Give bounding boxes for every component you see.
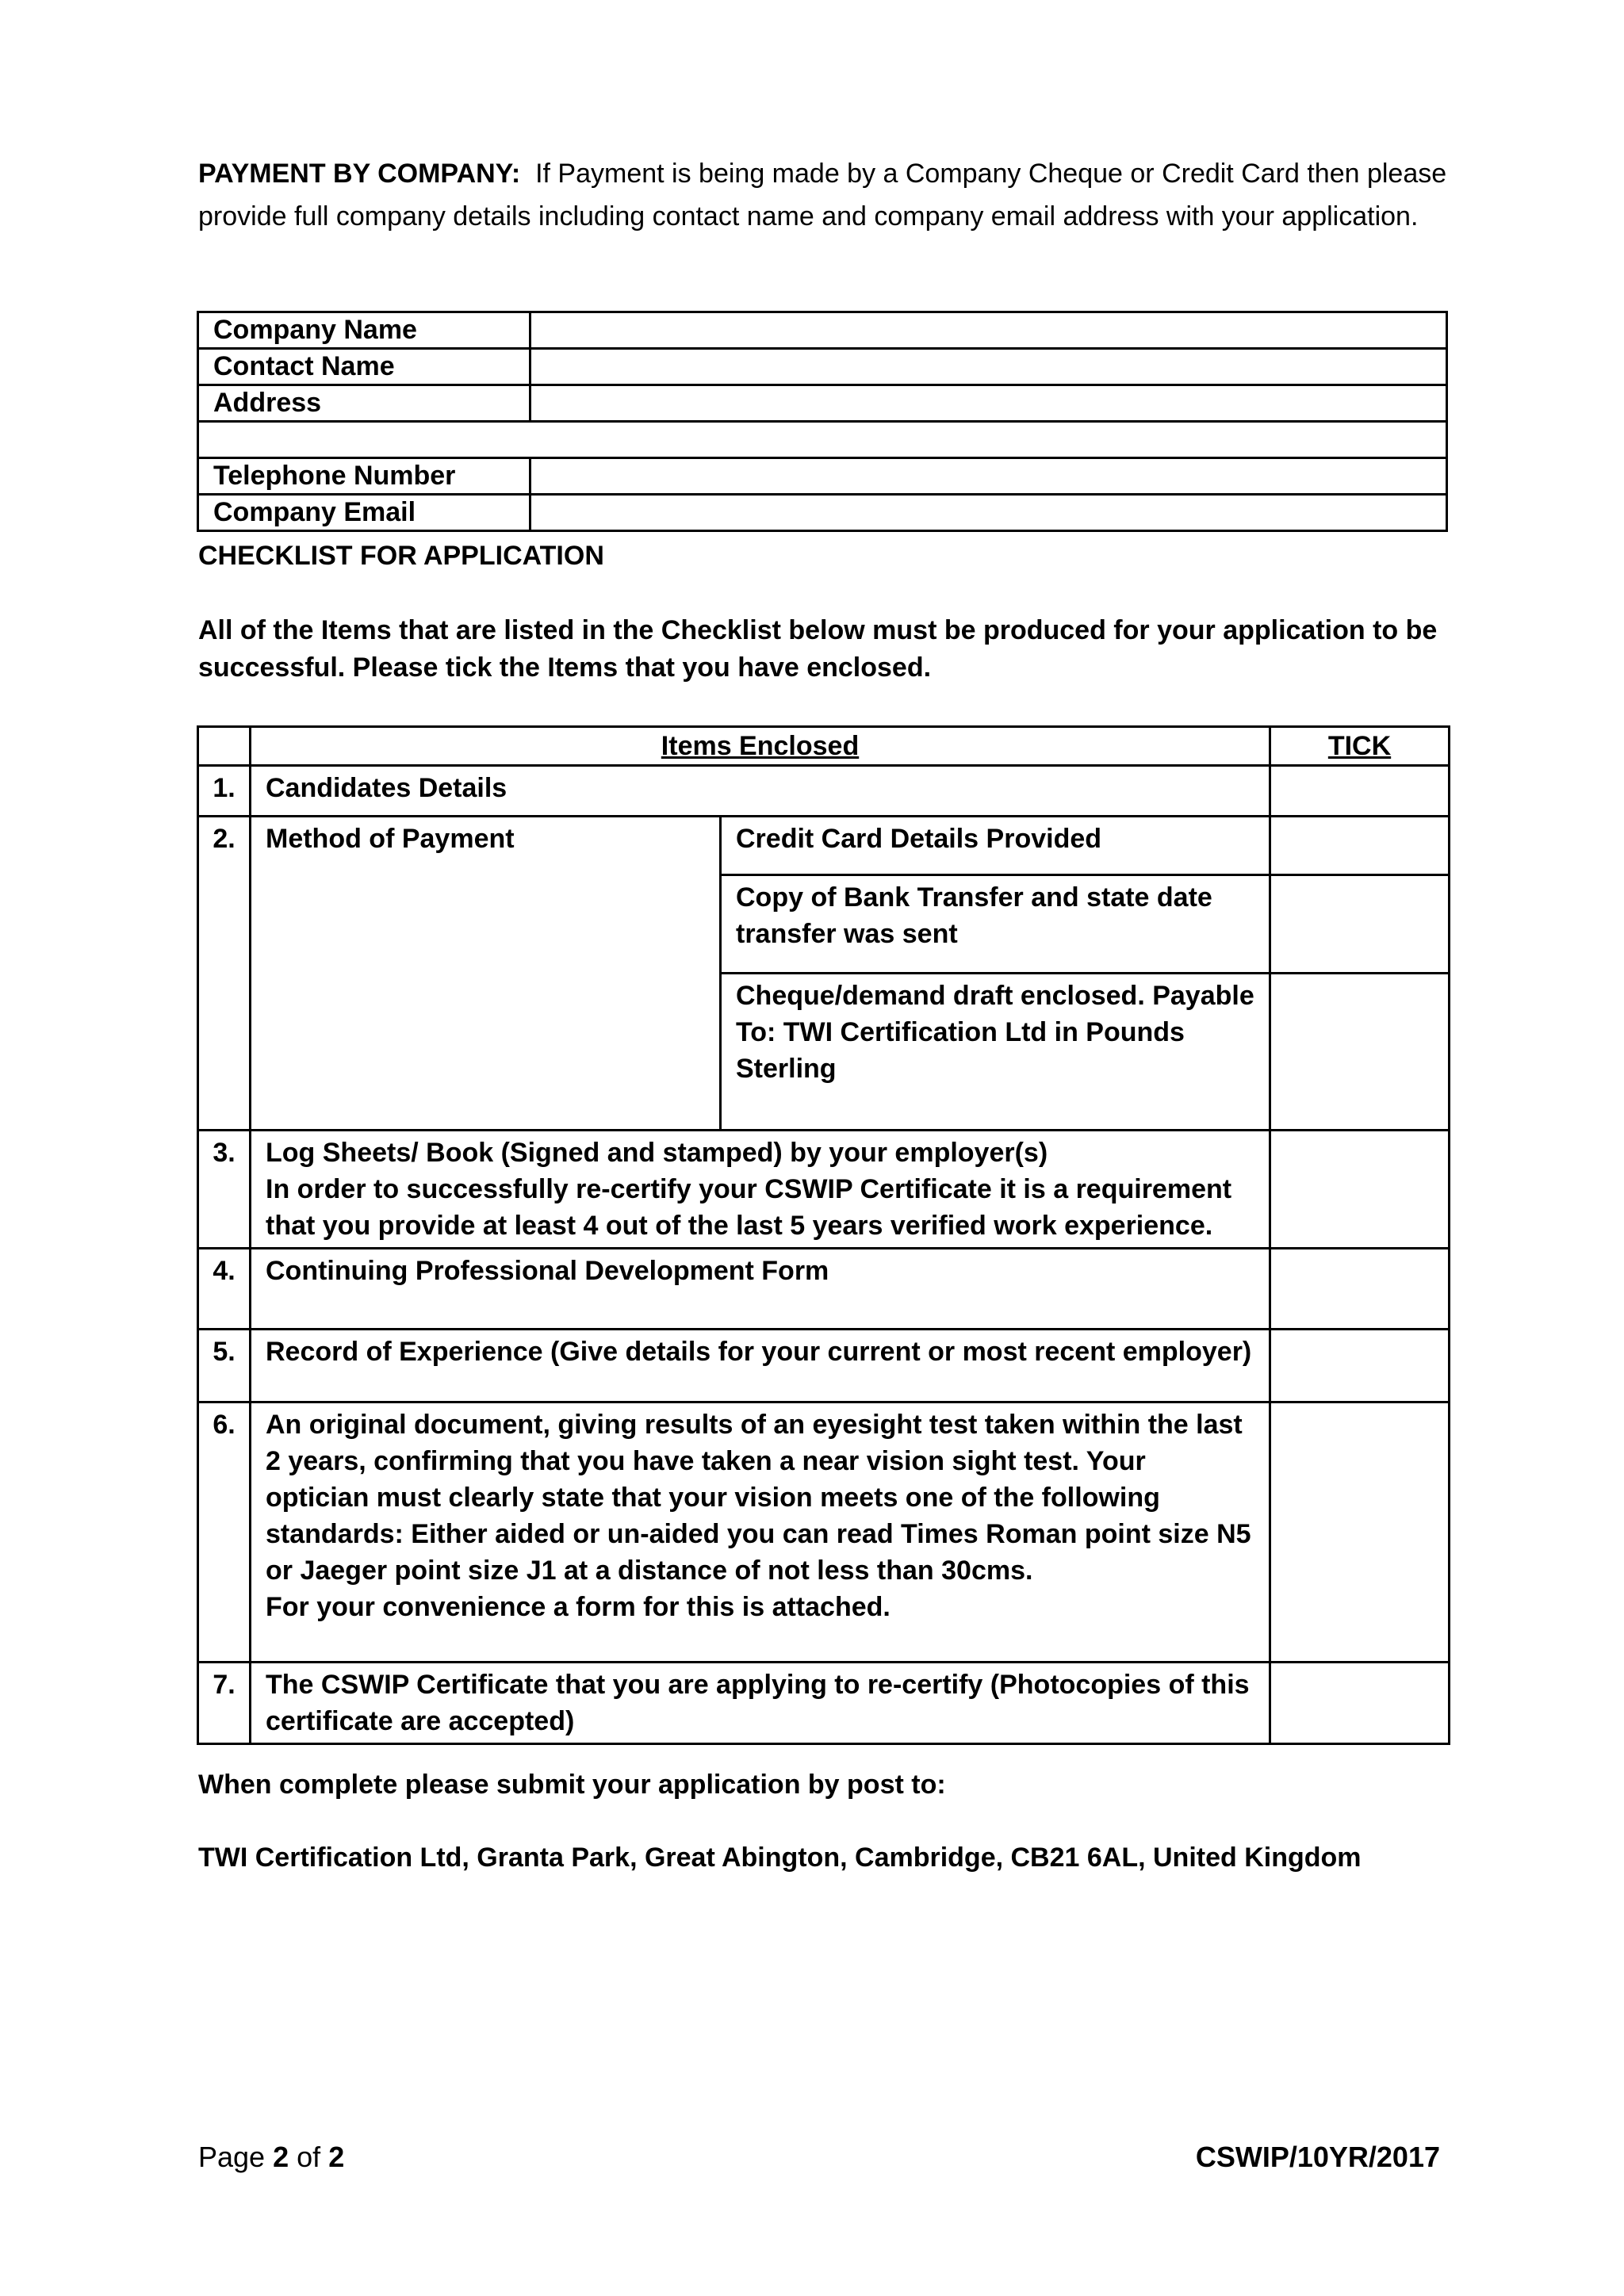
table-row bbox=[198, 1402, 1450, 1663]
checklist-description: All of the Items that are listed in the Checklist below must be produced for your application to be successful. Please tick the Items that you have enclosed. bbox=[198, 615, 1438, 683]
company-name-label: Company Name bbox=[198, 312, 530, 349]
item-number: 1. bbox=[198, 766, 251, 817]
item-number: 4. bbox=[198, 1249, 251, 1330]
item-number: 7. bbox=[198, 1663, 251, 1744]
checklist-table bbox=[197, 725, 1450, 1745]
log-sheets-requirement: In order to successfully re-certify your CSWIP Certificate it is a requirement that you provide at least 4 out of the last 5 years verified work experience. bbox=[266, 1174, 1232, 1241]
item-method-of-payment: Method of Payment bbox=[251, 817, 721, 1131]
page-word: Page bbox=[198, 2141, 266, 2173]
table-row bbox=[198, 458, 1447, 495]
tick-box-cheque[interactable] bbox=[1270, 974, 1450, 1131]
address-label: Address bbox=[198, 385, 530, 422]
of-word: of bbox=[297, 2141, 321, 2173]
item-cswip-certificate: The CSWIP Certificate that you are applying to re-certify (Photocopies of this certificate are accepted) bbox=[251, 1663, 1270, 1744]
eyesight-test-text: An original document, giving results of an eyesight test taken within the last 2 years, confirming that you have taken a near vision sight test. Your optician must clearly state that your vision meets one of the following standards: Either aided or un-aided you can read Times Roman point size N5 or Jaeger point size J1 at a distance of not less than 30cms. bbox=[266, 1410, 1251, 1586]
company-details-table bbox=[197, 311, 1448, 532]
table-header-row bbox=[198, 727, 1450, 766]
tick-box-item-1[interactable] bbox=[1270, 766, 1450, 817]
tick-box-item-6[interactable] bbox=[1270, 1402, 1450, 1663]
address-line-2-field[interactable] bbox=[198, 422, 1447, 458]
checklist-title: CHECKLIST FOR APPLICATION bbox=[198, 541, 604, 571]
payment-heading: PAYMENT BY COMPANY: bbox=[198, 159, 521, 189]
tick-box-item-5[interactable] bbox=[1270, 1330, 1450, 1402]
item-number: 5. bbox=[198, 1330, 251, 1402]
tick-box-item-3[interactable] bbox=[1270, 1131, 1450, 1249]
table-row bbox=[198, 817, 1450, 875]
contact-name-field[interactable] bbox=[530, 349, 1447, 385]
eyesight-form-note: For your convenience a form for this is attached. bbox=[266, 1592, 891, 1622]
telephone-field[interactable] bbox=[530, 458, 1447, 495]
payment-intro bbox=[198, 152, 1451, 238]
item-cpd-form: Continuing Professional Development Form bbox=[251, 1249, 1270, 1330]
payment-option-cheque: Cheque/demand draft enclosed. Payable To: TWI Certification Ltd in Pounds Sterling bbox=[721, 974, 1270, 1131]
item-candidates-details: Candidates Details bbox=[251, 766, 1270, 817]
address-field[interactable] bbox=[530, 385, 1447, 422]
table-row bbox=[198, 1131, 1450, 1249]
item-log-sheets bbox=[251, 1131, 1270, 1249]
payment-option-credit-card: Credit Card Details Provided bbox=[721, 817, 1270, 875]
tick-box-bank-transfer[interactable] bbox=[1270, 875, 1450, 974]
num-header-cell bbox=[198, 727, 251, 766]
table-row bbox=[198, 495, 1447, 531]
payment-text: If Payment is being made by a Company Cheque or Credit Card then please provide full company details including contact name and company email address with your application. bbox=[198, 159, 1447, 232]
table-row bbox=[198, 1330, 1450, 1402]
submit-instructions: When complete please submit your application by post to: bbox=[198, 1770, 946, 1800]
table-row bbox=[198, 349, 1447, 385]
company-email-label: Company Email bbox=[198, 495, 530, 531]
log-sheets-title: Log Sheets/ Book (Signed and stamped) by your employer(s) bbox=[266, 1138, 1048, 1168]
payment-option-bank-transfer: Copy of Bank Transfer and state date transfer was sent bbox=[721, 875, 1270, 974]
item-number: 6. bbox=[198, 1402, 251, 1663]
table-row bbox=[198, 385, 1447, 422]
item-number: 3. bbox=[198, 1131, 251, 1249]
table-row bbox=[198, 1663, 1450, 1744]
telephone-label: Telephone Number bbox=[198, 458, 530, 495]
table-row bbox=[198, 312, 1447, 349]
postal-address: TWI Certification Ltd, Granta Park, Great Abington, Cambridge, CB21 6AL, United Kingdom bbox=[198, 1843, 1362, 1873]
page-current: 2 bbox=[273, 2141, 289, 2173]
item-number: 2. bbox=[198, 817, 251, 1131]
table-row bbox=[198, 766, 1450, 817]
items-enclosed-header: Items Enclosed bbox=[251, 727, 1270, 766]
page-total: 2 bbox=[328, 2141, 345, 2173]
tick-header: TICK bbox=[1270, 727, 1450, 766]
tick-box-item-7[interactable] bbox=[1270, 1663, 1450, 1744]
table-row bbox=[198, 1249, 1450, 1330]
company-email-field[interactable] bbox=[530, 495, 1447, 531]
tick-box-credit-card[interactable] bbox=[1270, 817, 1450, 875]
item-eyesight-test bbox=[251, 1402, 1270, 1663]
company-name-field[interactable] bbox=[530, 312, 1447, 349]
tick-box-item-4[interactable] bbox=[1270, 1249, 1450, 1330]
contact-name-label: Contact Name bbox=[198, 349, 530, 385]
item-record-of-experience: Record of Experience (Give details for your current or most recent employer) bbox=[251, 1330, 1270, 1402]
document-code: CSWIP/10YR/2017 bbox=[1195, 2141, 1440, 2173]
page-number bbox=[198, 2141, 344, 2174]
table-row bbox=[198, 422, 1447, 458]
